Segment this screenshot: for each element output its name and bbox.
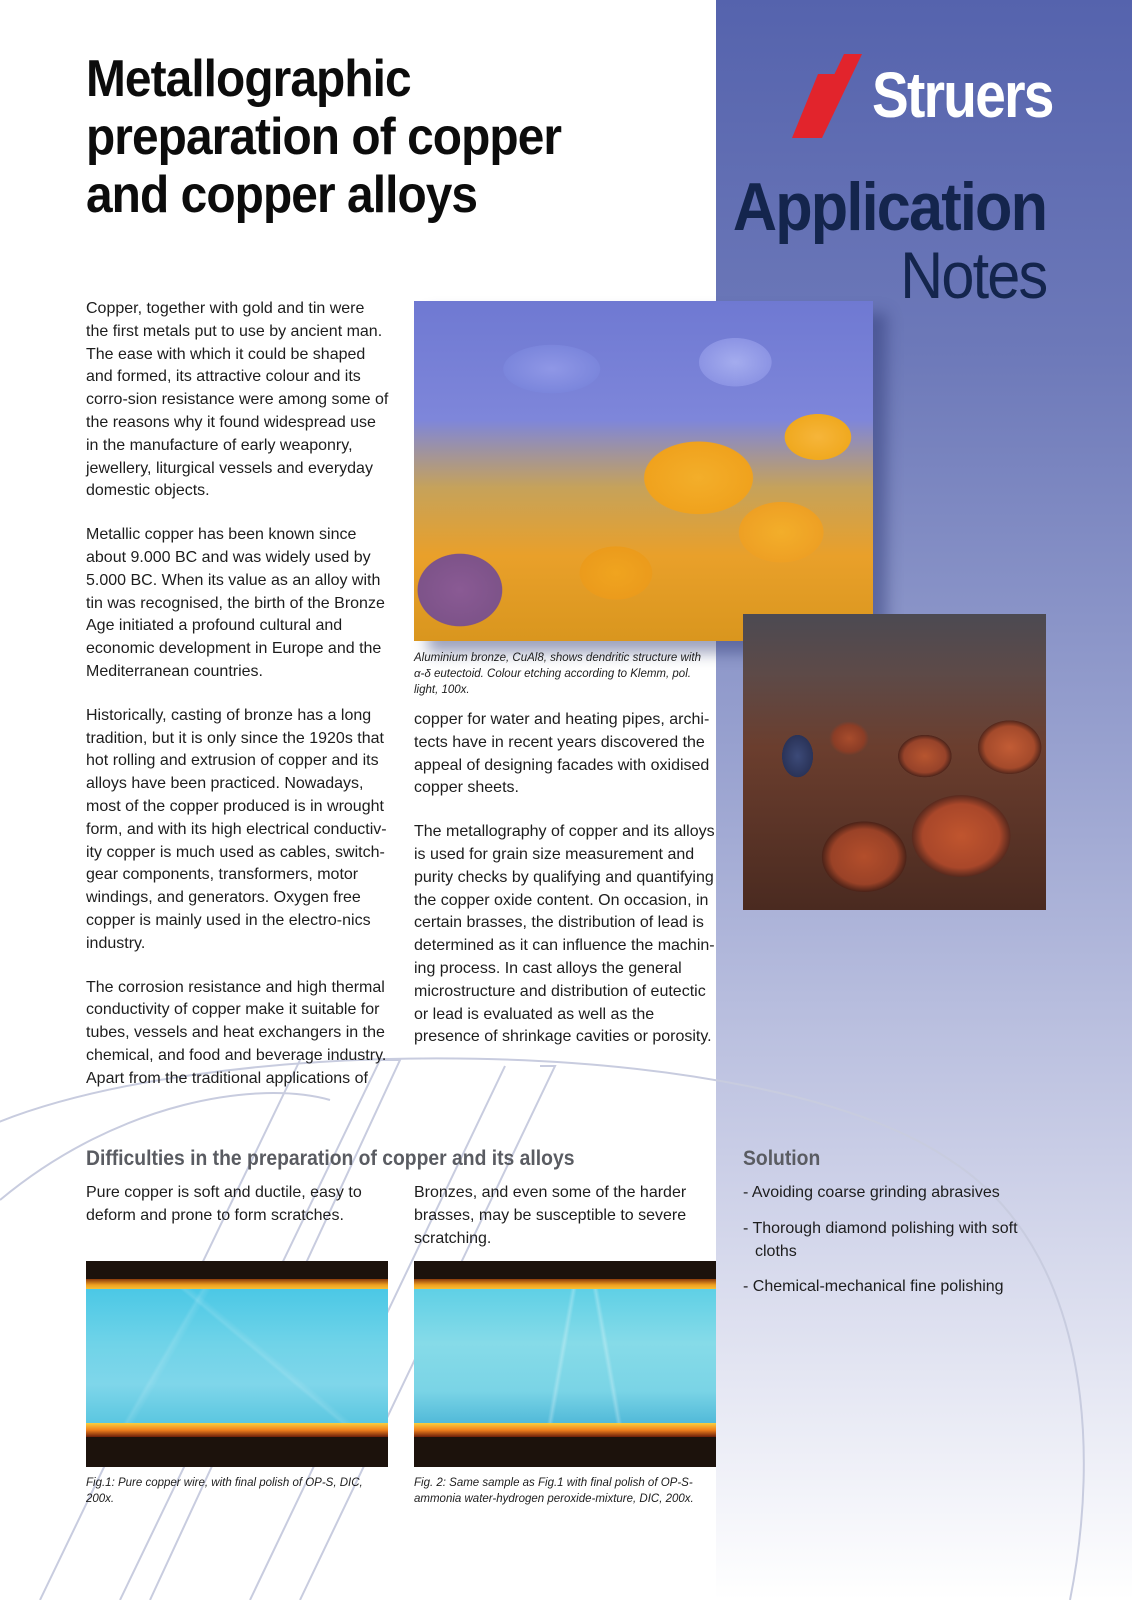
intro-column-right — [414, 709, 718, 1070]
solution-heading: Solution — [743, 1147, 821, 1170]
difficulty-text-copper: Pure copper is soft and ductile, easy to deform and prone to form scratches. — [86, 1184, 362, 1224]
wire-edge-bottom — [414, 1423, 716, 1437]
brand-name: Struers — [872, 59, 1053, 131]
difficulties-heading: Difficulties in the preparation of copper and its alloys — [86, 1147, 575, 1170]
figure-2-micrograph — [414, 1261, 716, 1467]
difficulty-text-bronze: Bronzes, and even some of the harder brasses, may be susceptible to severe scratching. — [414, 1184, 687, 1247]
solution-item: - Thorough diamond polishing with soft cloths — [743, 1219, 1018, 1260]
page-title: Metallographic preparation of copper and copper alloys — [86, 50, 562, 224]
paragraph: The corrosion resistance and high thermal conductivity of copper make it suitable for tubes, vessels and heat exchangers in the chemical, and food and beverage industry. Apart from the traditional applications of — [86, 978, 387, 1087]
paragraph: Metallic copper has been known since about 9.000 BC and was widely used by 5.000 BC. When its value as an alloy with tin was recognised, the birth of the Bronze Age initiated a profound cultural and economic development in Europe and the Mediterranean countries. — [86, 526, 385, 680]
series-subtitle: Notes — [899, 238, 1046, 312]
intro-column-left — [86, 298, 391, 1112]
figure-1-caption: Fig.1: Pure copper wire, with final polish of OP-S, DIC, 200x. — [86, 1477, 363, 1505]
paragraph: Copper, together with gold and tin were the first metals put to use by ancient man. The ease with which it could be shaped and formed, its attractive colour and its corro-sion resistance were among some of the reasons why it found widespread use in the manufacture of early weaponry, jewellery, liturgical vessels and everyday domestic objects. — [86, 300, 389, 500]
wire-core — [86, 1289, 388, 1425]
paragraph: The metallography of copper and its alloys is used for grain size measurement and purity checks by qualifying and quantifying the copper oxide content. On occasion, in certain brasses, the distribution of lead is determined as it can influence the machin-ing process. In cast alloys the general microstructure and distribution of eutectic or lead is evaluated as well as the presence of shrinkage cavities or porosity. — [414, 823, 715, 1046]
microstructure-photo — [414, 301, 873, 641]
copper-spools-photo — [743, 614, 1046, 910]
wire-core — [414, 1289, 716, 1425]
paragraph: copper for water and heating pipes, archi-tects have in recent years discovered the appeal of designing facades with oxidised copper sheets. — [414, 711, 710, 797]
series-title: Application — [732, 169, 1046, 245]
solution-list — [743, 1182, 1033, 1312]
figure-1-micrograph — [86, 1261, 388, 1467]
wire-edge-bottom — [86, 1423, 388, 1437]
solution-item: - Avoiding coarse grinding abrasives — [743, 1184, 1000, 1201]
figure-2-caption: Fig. 2: Same sample as Fig.1 with final polish of OP-S-ammonia water-hydrogen peroxide-mixture, DIC, 200x. — [414, 1477, 694, 1505]
microstructure-caption: Aluminium bronze, CuAl8, shows dendritic structure with α-δ eutectoid. Colour etching according to Klemm, pol. light, 100x. — [414, 652, 701, 696]
paragraph: Historically, casting of bronze has a long tradition, but it is only since the 1920s that hot rolling and extrusion of copper and its alloys have been practiced. Nowadays, most of the copper produced is in wrought form, and with its high electrical conductiv-ity copper is much used as cables, switch-gear components, transformers, motor windings, and generators. Oxygen free copper is mainly used in the electro-nics industry. — [86, 706, 387, 952]
solution-item: - Chemical-mechanical fine polishing — [743, 1278, 1004, 1296]
